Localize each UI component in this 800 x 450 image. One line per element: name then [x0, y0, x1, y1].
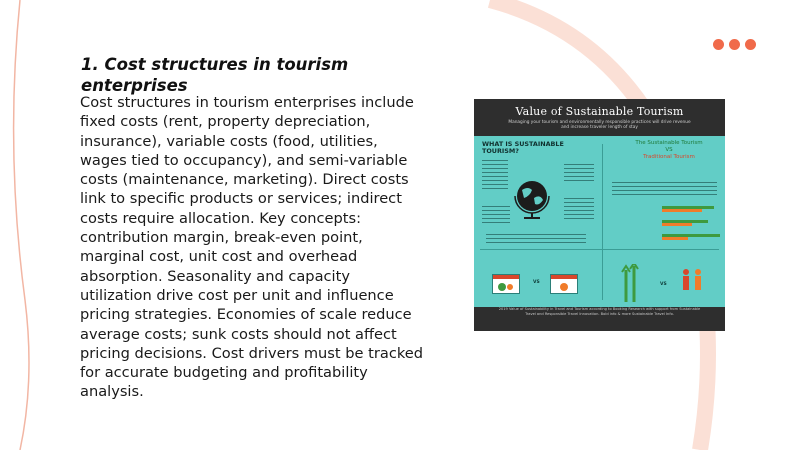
infographic-panel	[474, 136, 725, 307]
dot-icon	[745, 39, 756, 50]
text-block-graphic	[482, 206, 510, 224]
infographic-footer-text: 2019 Value of Sustainability in Travel and Tourism according to Booking Research with support from Sustainable Travel and Responsible Travel Innovation. Bold info & more Sustainable Travel Info.	[498, 307, 701, 316]
cost-icon	[551, 281, 577, 294]
text-block-graphic	[486, 234, 586, 244]
vs-label: VS	[533, 280, 540, 285]
sustainable-tourism-infographic	[474, 99, 725, 331]
vs-label-right: VS	[660, 282, 667, 287]
text-block-graphic	[564, 198, 594, 222]
dot-icon	[729, 39, 740, 50]
right-heading-top: The Sustainable Tourism	[635, 140, 703, 146]
globe-icon	[512, 178, 552, 222]
text-block-graphic	[564, 164, 594, 184]
left-heading: WHAT IS SUSTAINABLE TOURISM?	[482, 140, 564, 156]
text-block-graphic	[612, 182, 717, 196]
infographic-footer	[474, 307, 725, 331]
slide-title: 1. Cost structures in tourism enterprises	[81, 55, 349, 95]
slide-body: Cost structures in tourism enterprises include fixed costs (rent, property depreciation, insurance), variable costs (food, utilities, wages tied to occupancy), and semi-variable costs (maintenance, marketing). Direct costs link to specific products or services; indirect costs require allocation. Key concepts: contribution margin, break-even point, marginal cost, unit cost and overhead absorption. Seasonality and capacity utilization drive cost per unit and influence pricing strategies. Economies of scale reduce average costs; sunk costs should not affect pricing decisions. Cost drivers must be tracked for accurate budgeting and profitability analysis.	[80, 94, 424, 401]
infographic-subtitle: Managing your tourism and environmentally responsible practices will drive revenue and increase traveler length of stay	[508, 120, 691, 130]
bar-orange	[662, 223, 692, 226]
card-bar	[551, 275, 577, 279]
right-heading-vs: VS	[665, 147, 673, 153]
right-heading-bottom: Traditional Tourism	[643, 154, 695, 160]
growth-arrows-icon	[620, 264, 644, 304]
panel-divider	[602, 144, 603, 300]
accent-dots	[713, 39, 756, 50]
right-heading	[624, 140, 714, 161]
people-icon	[678, 264, 708, 304]
dot-icon	[713, 39, 724, 50]
bar-orange	[662, 237, 688, 240]
infographic-title: Value of Sustainable Tourism	[515, 105, 684, 118]
bar-orange	[662, 209, 702, 212]
card-bar	[493, 275, 519, 279]
text-block-graphic	[482, 160, 508, 190]
comparison-card	[492, 274, 520, 294]
plant-icon	[493, 281, 519, 294]
infographic-header	[474, 99, 725, 136]
panel-hline	[480, 249, 719, 250]
comparison-card	[550, 274, 578, 294]
